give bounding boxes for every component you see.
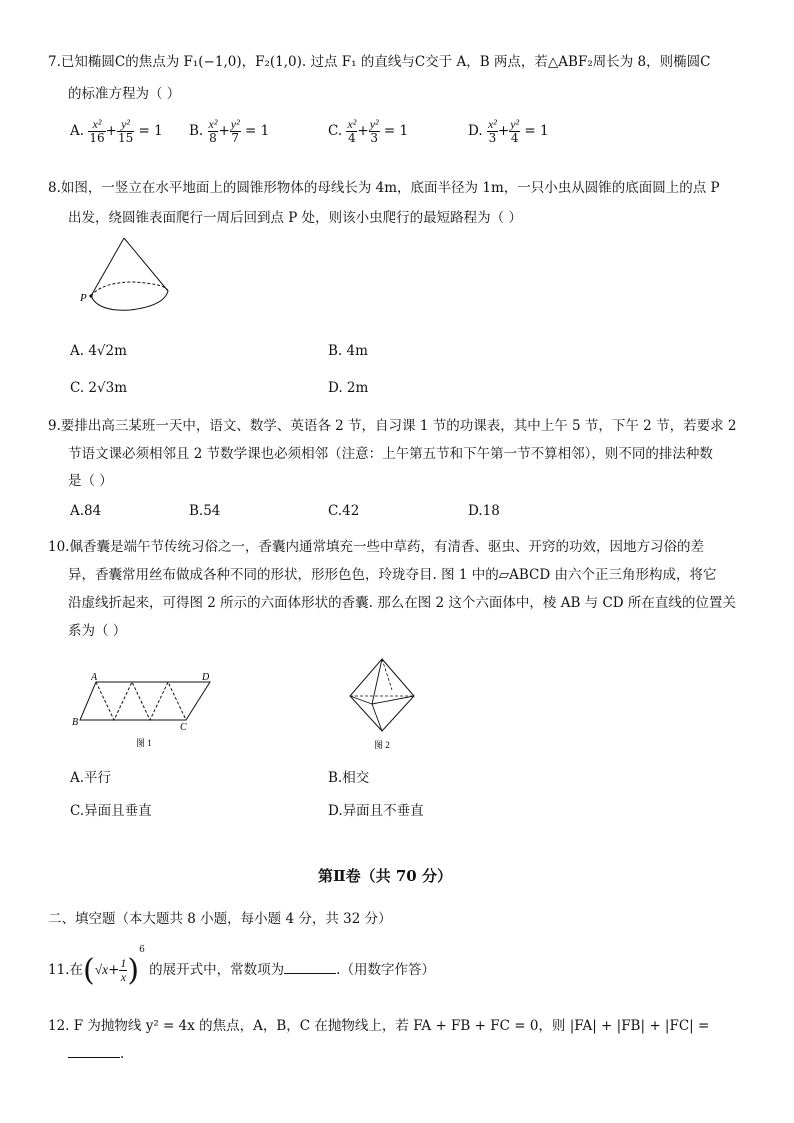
q9-line1: 9.要排出高三某班一天中，语文、数学、英语各 2 节，自习课 1 节的功课表，其中上午 5 节，下午 2 节，若要求 2: [48, 418, 737, 434]
q9-option-c: C.42: [328, 503, 360, 519]
q12-line2: .: [68, 1045, 124, 1062]
q12-line1: 12. F 为抛物线 y² = 4x 的焦点，A，B，C 在抛物线上，若 FA + FB + FC = 0，则 |FA| + |FB| + |FC| =: [48, 1018, 710, 1034]
q9-line2: 节语文课必须相邻且 2 节数学课也必须相邻（注意：上午第五节和下午第一节不算相邻），则不同的排法种数: [68, 446, 713, 462]
q10-line2: 异，香囊常用丝布做成各种不同的形状，形形色色，玲珑夺目. 图 1 中的▱ABCD 由六个正三角形构成，将它: [68, 567, 717, 583]
q10-line4: 系为（ ）: [68, 623, 127, 639]
q9-option-a: A.84: [70, 503, 102, 519]
section-subtitle: 二、填空题（本大题共 8 小题，每小题 4 分，共 32 分）: [48, 911, 392, 927]
cone-point-label: P: [80, 292, 87, 304]
q9-option-d: D.18: [468, 503, 500, 519]
q8-option-a: A. 4√2m: [70, 343, 127, 359]
fig1-label-c: C: [180, 722, 187, 733]
q10-option-d: D.异面且不垂直: [328, 803, 424, 819]
fig1-label-b: B: [72, 717, 79, 728]
section-title: 第Ⅱ卷（共 70 分）: [318, 867, 452, 885]
figure-2-hexahedron: [344, 656, 420, 752]
figure-1-parallelogram: [70, 670, 220, 752]
q8-option-d: D. 2m: [328, 380, 369, 396]
q7-option-c: C. $\frac{\text{x²}}{4}$ + $\frac{\text{y²}}{3}$ = 1: [328, 117, 409, 145]
fig2-caption: 图 2: [374, 740, 390, 750]
q10-line1: 10.佩香囊是端午节传统习俗之一，香囊内通常填充一些中草药，有清香、驱虫、开窍的功效，因地方习俗的差: [48, 539, 704, 555]
q10-option-a: A.平行: [70, 770, 112, 786]
q10-line3: 沿虚线折起来，可得图 2 所示的六面体形状的香囊. 那么在图 2 这个六面体中，棱 AB 与 CD 所在直线的位置关: [68, 595, 736, 611]
q7-line1: 7.已知椭圆C的焦点为 F₁(−1,0)，F₂(1,0). 过点 F₁ 的直线与C交于 A，B 两点，若△ABF₂周长为 8，则椭圆C: [48, 54, 711, 70]
q8-line2: 出发，绕圆锥表面爬行一周后回到点 P 处，则该小虫爬行的最短路程为（ ）: [68, 210, 522, 226]
q12-answer-blank: [68, 1045, 120, 1058]
q8-line1: 8.如图，一竖立在水平地面上的圆锥形物体的母线长为 4m，底面半径为 1m，一只小虫从圆锥的底面圆上的点 P: [48, 180, 720, 196]
fig1-caption: 图 1: [136, 738, 152, 748]
q9-line3: 是（ ）: [68, 473, 113, 489]
q7-option-a: A. $\frac{\text{x²}}{16}$ + $\frac{\text{y²}}{15}$ = 1: [70, 117, 163, 145]
q10-option-c: C.异面且垂直: [70, 803, 152, 819]
q7-line2: 的标准方程为（ ）: [68, 86, 181, 102]
q10-option-b: B.相交: [328, 770, 370, 786]
q11-answer-blank: [284, 961, 336, 974]
q11-line: 11.在(√x+ $\frac{1}{x}$ )$^6$ 的展开式中，常数项为 .（用数字作答）: [48, 945, 435, 988]
q8-option-b: B. 4m: [328, 343, 368, 359]
q7-option-d: D. $\frac{\text{x²}}{3}$ + $\frac{\text{y²}}{4}$ = 1: [468, 117, 549, 145]
q8-option-c: C. 2√3m: [70, 380, 128, 396]
q7-option-b: B. $\frac{\text{x²}}{8}$ + $\frac{\text{y²}}{7}$ = 1: [189, 117, 270, 145]
fig1-label-d: D: [202, 672, 210, 683]
fig1-label-a: A: [91, 672, 98, 683]
cone-figure: [78, 234, 174, 320]
q9-option-b: B.54: [189, 503, 221, 519]
